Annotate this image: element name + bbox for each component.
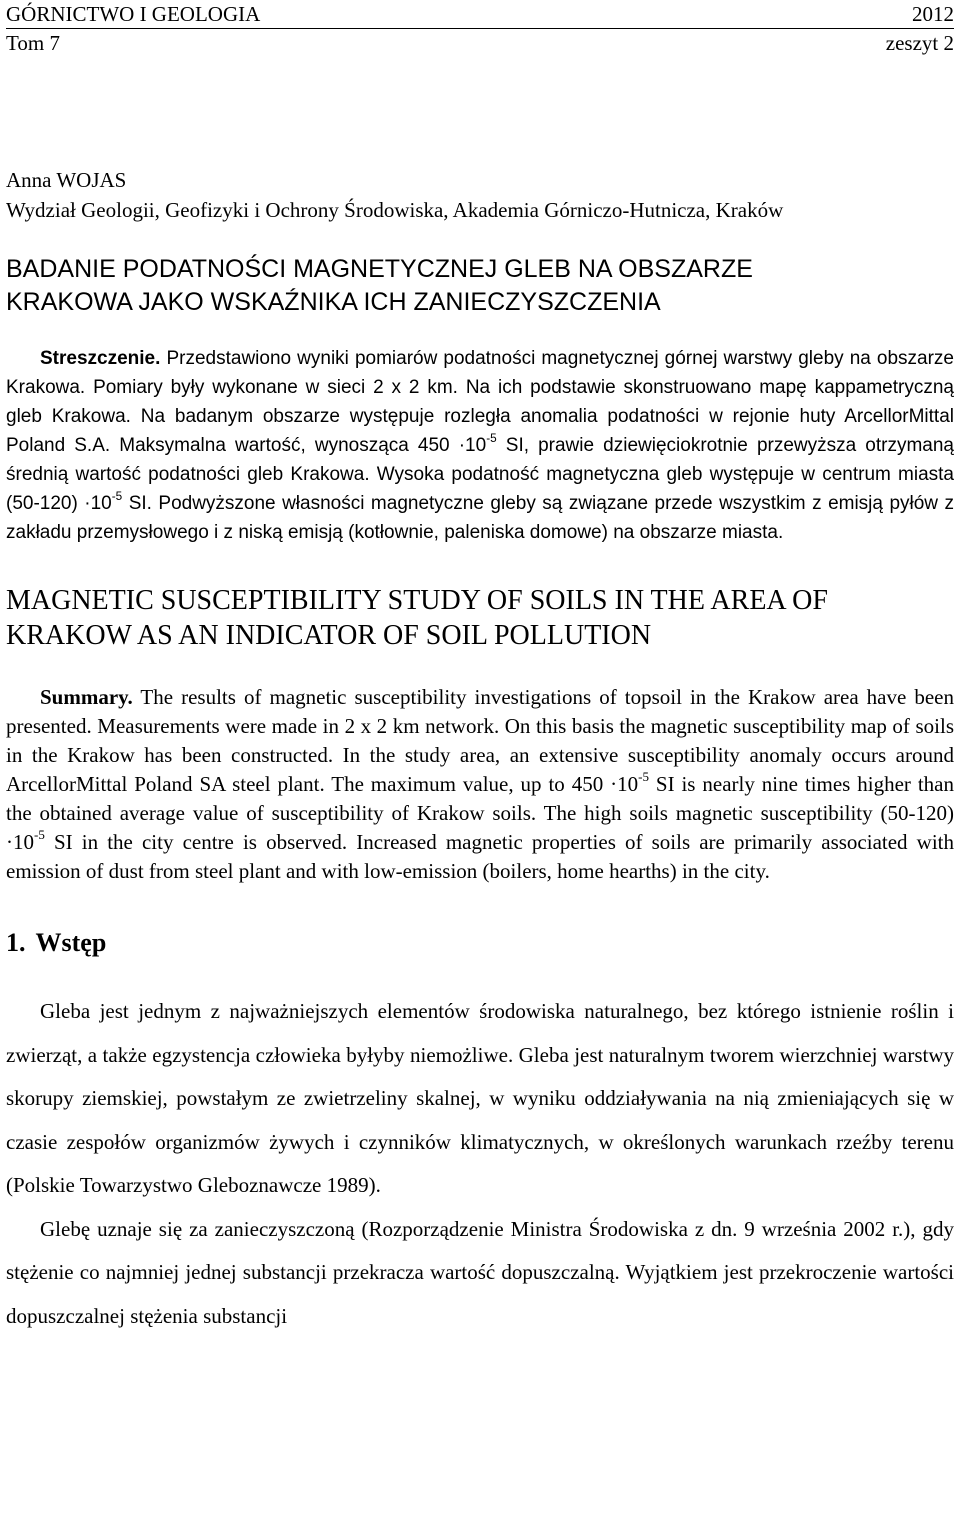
author-block: [6, 165, 954, 225]
title-polish: [6, 253, 954, 319]
abstract-polish-paragraph: [6, 344, 954, 547]
journal-volume: Tom 7: [6, 31, 60, 55]
author-affiliation: Wydział Geologii, Geofizyki i Ochrony Środowiska, Akademia Górniczo-Hutnicza, Kraków: [6, 198, 784, 222]
section-body: [6, 990, 954, 1338]
abstract-polish-text-1: Przedstawiono wyniki pomiarów podatności magnetycznej górnej warstwy gleby na obszarze Krakowa. Pomiary były wykonane w sieci 2 x 2 km. Na ich podstawie skonstruowano mapę kappametryczną gleb Krakowa. Na badanym obszarze występuje rozległa anomalia podatności w rejonie huty ArcellorMittal Poland S.A. Maksymalna wartość, wynosząca 450 ·10: [6, 348, 954, 456]
running-head: [6, 0, 954, 57]
abstract-english: [6, 683, 954, 886]
abstract-english-label: Summary.: [40, 685, 133, 709]
section-title: Wstęp: [35, 928, 107, 957]
abstract-polish-exponent-1: -5: [486, 431, 497, 445]
journal-year: 2012: [912, 2, 954, 26]
journal-issue: zeszyt 2: [885, 31, 954, 55]
abstract-polish-exponent-2: -5: [111, 489, 123, 503]
title-english-line-1: MAGNETIC SUSCEPTIBILITY STUDY OF SOILS IN THE AREA OF: [6, 585, 828, 616]
title-english: [6, 583, 954, 653]
abstract-english-text-1: The results of magnetic susceptibility investigations of topsoil in the Krakow area have been presented. Measurements were made in 2 x 2 km network. On this basis the magnetic susceptibility map of soils in the Krakow has been constructed. In the study area, an extensive susceptibility anomaly occurs around ArcellorMittal Poland SA steel plant. The maximum value, up to 450 ·10: [6, 685, 954, 796]
section-heading-introduction: [6, 926, 954, 960]
title-english-line-2: KRAKOW AS AN INDICATOR OF SOIL POLLUTION: [6, 620, 652, 651]
abstract-english-exponent-2: -5: [34, 827, 45, 843]
title-polish-line-2: KRAKOWA JAKO WSKAŹNIKA ICH ZANIECZYSZCZENIA: [6, 288, 661, 316]
abstract-english-text-3: SI in the city centre is observed. Increased magnetic properties of soils are primarily associated with emission of dust from steel plant and with low-emission (boilers, home hearths) in the city.: [6, 830, 954, 883]
document-page: [6, 0, 954, 1338]
abstract-polish-label: Streszczenie.: [40, 348, 161, 369]
body-paragraph-2: Glebę uznaje się za zanieczyszczoną (Rozporządzenie Ministra Środowiska z dn. 9 września 2002 r.), gdy stężenie co najmniej jednej substancji przekracza wartość dopuszczalną. Wyjątkiem jest przekroczenie wartości dopuszczalnej stężenia substancji: [6, 1216, 954, 1328]
journal-name: GÓRNICTWO I GEOLOGIA: [6, 2, 261, 26]
abstract-polish-text-3: SI. Podwyższone własności magnetyczne gleby są związane przede wszystkim z emisją pyłów z zakładu przemysłowego i z niską emisją (kotłownie, paleniska domowe) na obszarze miasta.: [6, 493, 954, 543]
abstract-english-exponent-1: -5: [638, 769, 649, 785]
running-head-row-1: [6, 0, 954, 29]
title-polish-line-1: BADANIE PODATNOŚCI MAGNETYCZNEJ GLEB NA OBSZARZE: [6, 255, 753, 283]
abstract-polish-text-2: SI, prawie dziewięciokrotnie przewyższa otrzymaną średnią wartość podatności gleb Krakowa. Wysoka podatność magnetyczna gleb występuje w centrum miasta (50-120) ·10: [6, 435, 954, 514]
running-head-row-2: [6, 29, 954, 57]
section-number: 1.: [6, 928, 26, 957]
abstract-english-text-2: SI is nearly nine times higher than the obtained average value of susceptibility of Krakow soils. The high soils magnetic susceptibility (50-120) ·10: [6, 772, 954, 854]
body-paragraph-1: Gleba jest jednym z najważniejszych elementów środowiska naturalnego, bez którego istnienie roślin i zwierząt, a także egzystencja człowieka byłyby niemożliwe. Gleba jest naturalnym tworem wierzchniej warstwy skorupy ziemskiej, powstałym ze zwietrzeliny skalnej, w wyniku oddziaływania na nią zmieniających się w czasie zespołów organizmów żywych i czynników klimatycznych, w określonych warunkach rzeźby terenu (Polskie Towarzystwo Gleboznawcze 1989).: [6, 999, 954, 1197]
author-name: Anna WOJAS: [6, 168, 127, 192]
abstract-polish: [6, 344, 954, 547]
